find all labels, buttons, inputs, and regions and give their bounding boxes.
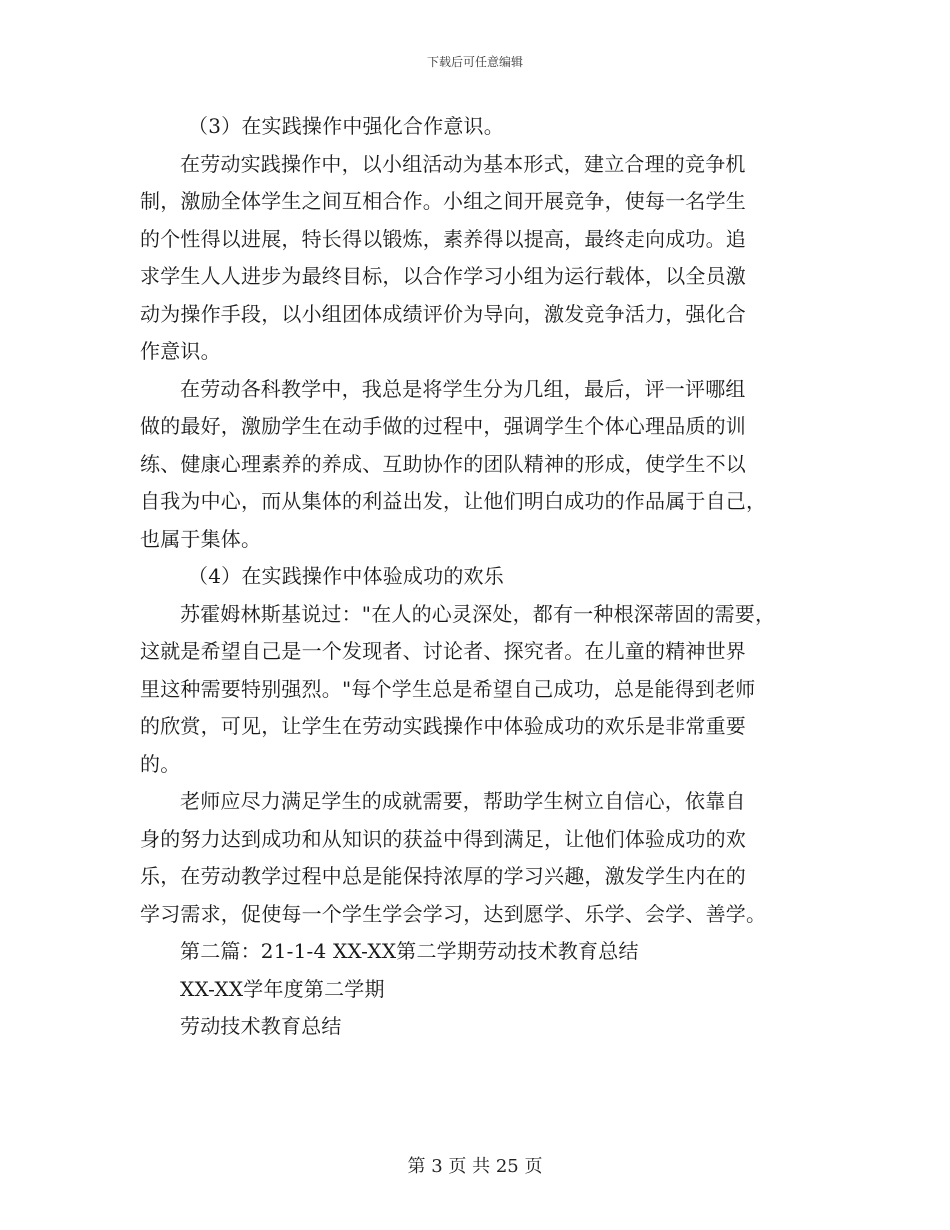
paragraph-line: 这就是希望自己是一个发现者、讨论者、探究者。在儿童的精神世界 [140, 639, 746, 663]
paragraph-line: 也属于集体。 [140, 526, 262, 551]
paragraph-line: 里这种需要特别强烈。"每个学生总是希望自己成功，总是能得到老师 [140, 676, 756, 701]
paragraph-line: 的欣赏，可见，让学生在劳动实践操作中体验成功的欢乐是非常重要 [140, 714, 746, 738]
paragraph-line: 的。 [140, 751, 181, 776]
page-header: 下载后可任意编辑 [426, 55, 523, 69]
paragraph-line: 做的最好，激励学生在动手做的过程中，强调学生个体心理品质的训 [140, 414, 746, 438]
article-subtitle: 劳动技术教育总结 [180, 1014, 342, 1038]
paragraph-line: 动为操作手段，以小组团体成绩评价为导向，激发竞争活力，强化合 [140, 301, 746, 326]
paragraph-line: 在劳动实践操作中，以小组活动为基本形式，建立合理的竞争机 [180, 151, 746, 176]
section-heading-4: （4）在实践操作中体验成功的欢乐 [188, 564, 504, 588]
paragraph-line: 自我为中心，而从集体的利益出发，让他们明白成功的作品属于自己， [140, 489, 767, 513]
paragraph-line: 乐，在劳动教学过程中总是能保持浓厚的学习兴趣，激发学生内在的 [140, 864, 746, 888]
paragraph-line: 苏霍姆林斯基说过："在人的心灵深处，都有一种根深蒂固的需要， [180, 601, 776, 626]
page-number: 第 3 页 共 25 页 [407, 1156, 543, 1177]
paragraph-line: 老师应尽力满足学生的成就需要，帮助学生树立自信心，依靠自 [180, 789, 746, 813]
article-title: 第二篇：21-1-4 XX-XX第二学期劳动技术教育总结 [180, 939, 639, 963]
paragraph-line: 身的努力达到成功和从知识的获益中得到满足，让他们体验成功的欢 [140, 826, 746, 851]
document-body [140, 108, 812, 1046]
paragraph-line: 学习需求，促使每一个学生学会学习，达到愿学、乐学、会学、善学。 [140, 901, 767, 926]
paragraph-line: 作意识。 [140, 339, 221, 363]
article-subtitle: XX-XX学年度第二学期 [180, 976, 385, 1001]
paragraph-line: 在劳动各科教学中，我总是将学生分为几组，最后，评一评哪组 [180, 376, 746, 401]
paragraph-line: 的个性得以进展，特长得以锻炼，素养得以提高，最终走向成功。追 [140, 226, 746, 251]
paragraph-line: 练、健康心理素养的养成、互助协作的团队精神的形成，使学生不以 [140, 451, 746, 476]
section-heading-3: （3）在实践操作中强化合作意识。 [188, 114, 504, 138]
paragraph-line: 制，激励全体学生之间互相合作。小组之间开展竞争，使每一名学生 [140, 189, 746, 213]
paragraph-line: 求学生人人进步为最终目标，以合作学习小组为运行载体，以全员激 [140, 264, 746, 288]
